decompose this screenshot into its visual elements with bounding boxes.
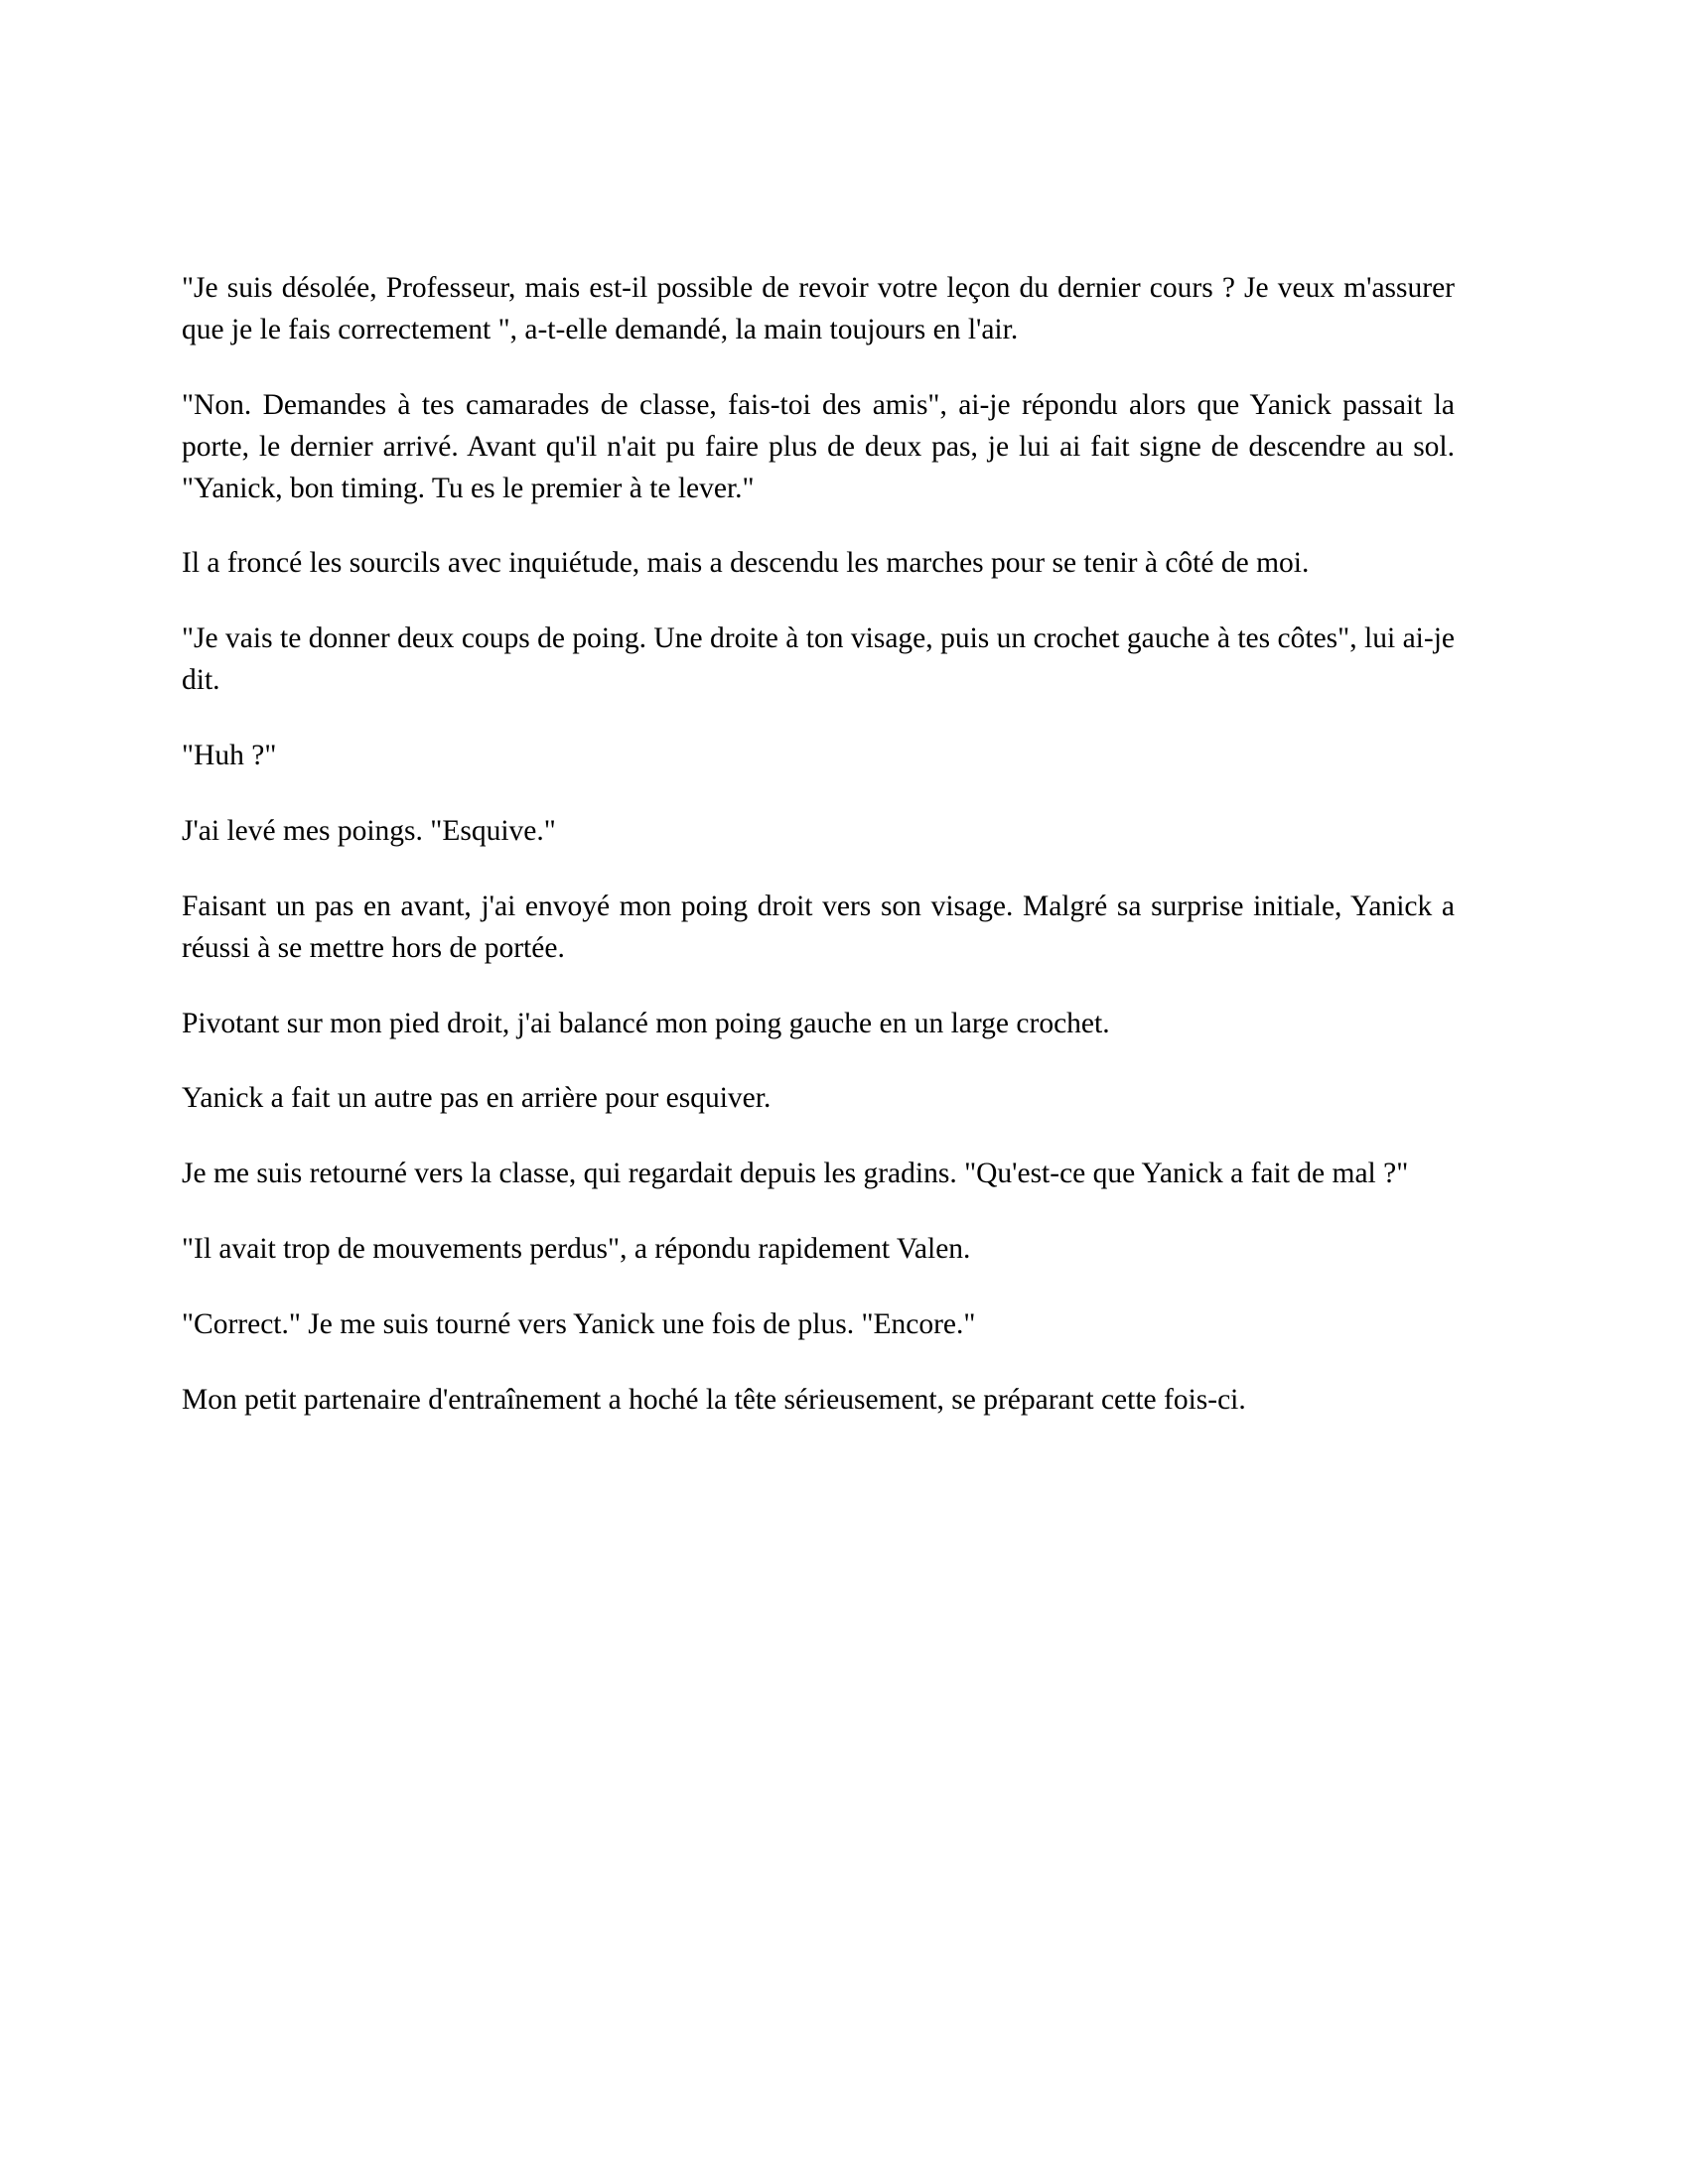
paragraph: "Je suis désolée, Professeur, mais est-il possible de revoir votre leçon du dernier cours ? Je veux m'assurer que je le fais correctement ", a-t-elle demandé, la main toujours en l'air.: [182, 272, 1455, 345]
paragraph: "Je vais te donner deux coups de poing. Une droite à ton visage, puis un crochet gauche à tes côtes", lui ai-je dit.: [182, 622, 1455, 697]
paragraph: Il a froncé les sourcils avec inquiétude, mais a descendu les marches pour se tenir à côté de moi.: [182, 547, 1310, 580]
paragraph: Mon petit partenaire d'entraînement a hoché la tête sérieusement, se préparant cette fois-ci.: [182, 1383, 1246, 1416]
paragraph: "Correct." Je me suis tourné vers Yanick une fois de plus. "Encore.": [182, 1308, 976, 1340]
paragraph: "Non. Demandes à tes camarades de classe, fais-toi des amis", ai-je répondu alors que Yanick passait la porte, le dernier arrivé. Avant qu'il n'ait pu faire plus de deux pas, je lui ai fait signe de descendre au sol. "Yanick, bon timing. Tu es le premier à te lever.": [182, 388, 1455, 504]
paragraph: Yanick a fait un autre pas en arrière pour esquiver.: [182, 1082, 772, 1115]
paragraph: "Huh ?": [182, 740, 277, 771]
paragraph: J'ai levé mes poings. "Esquive.": [182, 814, 556, 847]
paragraph: "Il avait trop de mouvements perdus", a répondu rapidement Valen.: [182, 1233, 971, 1266]
paragraph: Faisant un pas en avant, j'ai envoyé mon poing droit vers son visage. Malgré sa surprise initiale, Yanick a réussi à se mettre hors de portée.: [182, 889, 1455, 964]
document-body: [182, 268, 1455, 1422]
paragraph: Pivotant sur mon pied droit, j'ai balancé mon poing gauche en un large crochet.: [182, 1007, 1110, 1039]
paragraph: Je me suis retourné vers la classe, qui regardait depuis les gradins. "Qu'est-ce que Yanick a fait de mal ?": [182, 1158, 1409, 1190]
